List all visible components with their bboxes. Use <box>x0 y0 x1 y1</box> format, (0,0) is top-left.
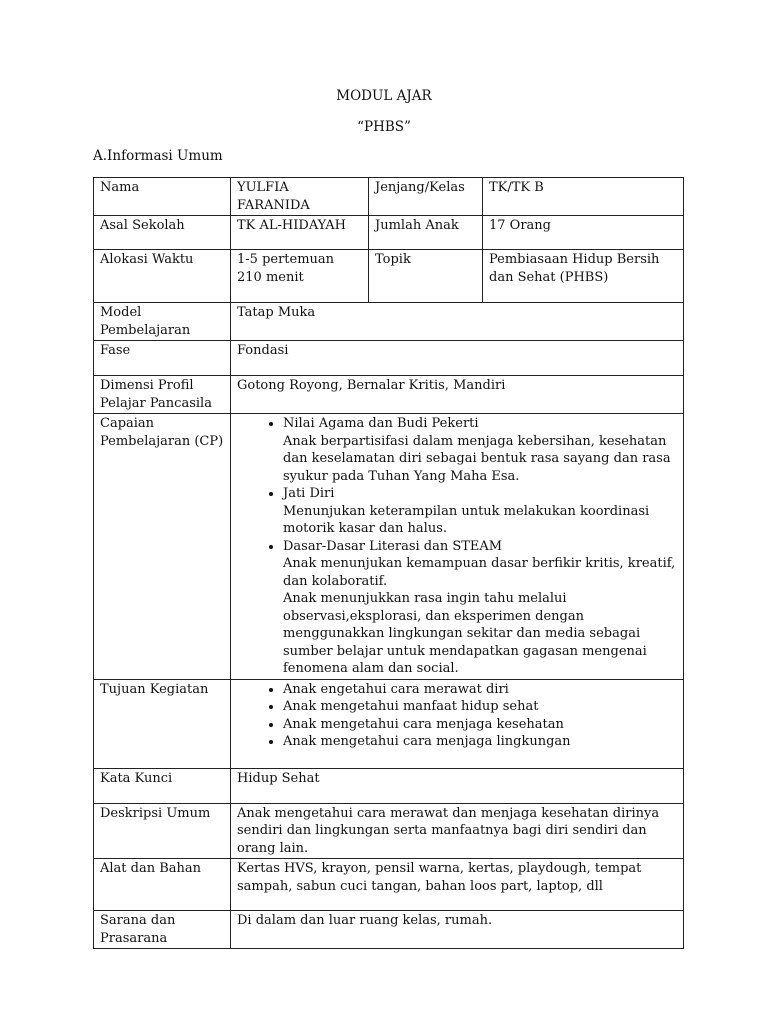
table-row <box>94 303 684 341</box>
cp-list <box>237 415 677 678</box>
jumlah-value: 17 Orang <box>483 216 684 250</box>
cp-heading: • Jati Diri <box>283 486 335 501</box>
table-row <box>94 250 684 303</box>
fase-label: Fase <box>94 341 231 376</box>
asal-value: TK AL-HIDAYAH <box>231 216 369 250</box>
asal-label: Asal Sekolah <box>94 216 231 250</box>
jenjang-value: TK/TK B <box>483 178 684 216</box>
tujuan-value <box>231 679 684 768</box>
model-value: Tatap Muka <box>231 303 684 341</box>
alat-value: Kertas HVS, krayon, pensil warna, kertas, playdough, tempat sampah, sabun cuci tangan, bahan loos part, laptop, dll <box>231 859 684 911</box>
nama-value: YULFIA FARANIDA <box>231 178 369 216</box>
table-row <box>94 911 684 949</box>
table-row <box>94 859 684 911</box>
cp-text: Anak menunjukan kemampuan dasar berfikir kritis, kreatif, dan kolaboratif. <box>283 556 676 589</box>
list-item: • Anak mengetahui manfaat hidup sehat <box>283 698 677 716</box>
list-item: • Anak mengetahui cara menjaga kesehatan <box>283 716 677 734</box>
table-row <box>94 768 684 803</box>
fase-value: Fondasi <box>231 341 684 376</box>
deskripsi-value: Anak mengetahui cara merawat dan menjaga kesehatan dirinya sendiri dan lingkungan serta manfaatnya bagi diri sendiri dan orang lain. <box>231 803 684 859</box>
jenjang-label: Jenjang/Kelas <box>369 178 483 216</box>
cp-text: Menunjukan keterampilan untuk melakukan koordinasi motorik kasar dan halus. <box>283 503 650 536</box>
alokasi-value <box>231 250 369 303</box>
info-table <box>93 177 684 949</box>
section-heading: A.Informasi Umum <box>93 148 223 164</box>
table-row <box>94 803 684 859</box>
alokasi-line1: 1-5 pertemuan <box>237 252 335 267</box>
table-row <box>94 216 684 250</box>
table-row <box>94 178 684 216</box>
sarana-value: Di dalam dan luar ruang kelas, rumah. <box>231 911 684 949</box>
alokasi-label: Alokasi Waktu <box>94 250 231 303</box>
alokasi-line2: 210 menit <box>237 269 304 285</box>
list-item <box>283 485 677 538</box>
document-title: MODUL AJAR <box>336 88 432 104</box>
cp-value <box>231 414 684 680</box>
alat-label: Alat dan Bahan <box>94 859 231 911</box>
document-subtitle: “PHBS” <box>357 119 411 135</box>
model-label: Model Pembelajaran <box>94 303 231 341</box>
cp-heading: • Dasar-Dasar Literasi dan STEAM <box>283 538 503 554</box>
cp-label: Capaian Pembelajaran (CP) <box>94 414 231 680</box>
cp-heading: • Nilai Agama dan Budi Pekerti <box>283 416 479 431</box>
table-row <box>94 679 684 768</box>
dimensi-value: Gotong Royong, Bernalar Kritis, Mandiri <box>231 376 684 414</box>
list-item <box>283 415 677 485</box>
table-row <box>94 414 684 680</box>
dimensi-label: Dimensi Profil Pelajar Pancasila <box>94 376 231 414</box>
list-item: • Anak mengetahui cara menjaga lingkungan <box>283 733 677 751</box>
topik-label: Topik <box>369 250 483 303</box>
tujuan-label: Tujuan Kegiatan <box>94 679 231 768</box>
table-row <box>94 376 684 414</box>
jumlah-label: Jumlah Anak <box>369 216 483 250</box>
deskripsi-label: Deskripsi Umum <box>94 803 231 859</box>
nama-label: Nama <box>94 178 231 216</box>
topik-value: Pembiasaan Hidup Bersih dan Sehat (PHBS) <box>483 250 684 303</box>
sarana-label: Sarana dan Prasarana <box>94 911 231 949</box>
cp-text: Anak berpartisifasi dalam menjaga kebersihan, kesehatan dan keselamatan diri sebagai bentuk rasa sayang dan rasa syukur pada Tuhan Yang Maha Esa. <box>283 433 671 484</box>
table-row <box>94 341 684 376</box>
list-item: • Anak engetahui cara merawat diri <box>283 681 677 699</box>
cp-text: Anak menunjukkan rasa ingin tahu melalui observasi,eksplorasi, dan eksperimen dengan menggunakkan lingkungan sekitar dan media sebagai sumber belajar untuk mendapatkan gagasan mengenai fenomena alam dan social. <box>283 591 647 676</box>
kata-label: Kata Kunci <box>94 768 231 803</box>
kata-value: Hidup Sehat <box>231 768 684 803</box>
list-item <box>283 538 677 678</box>
tujuan-list <box>237 681 677 751</box>
